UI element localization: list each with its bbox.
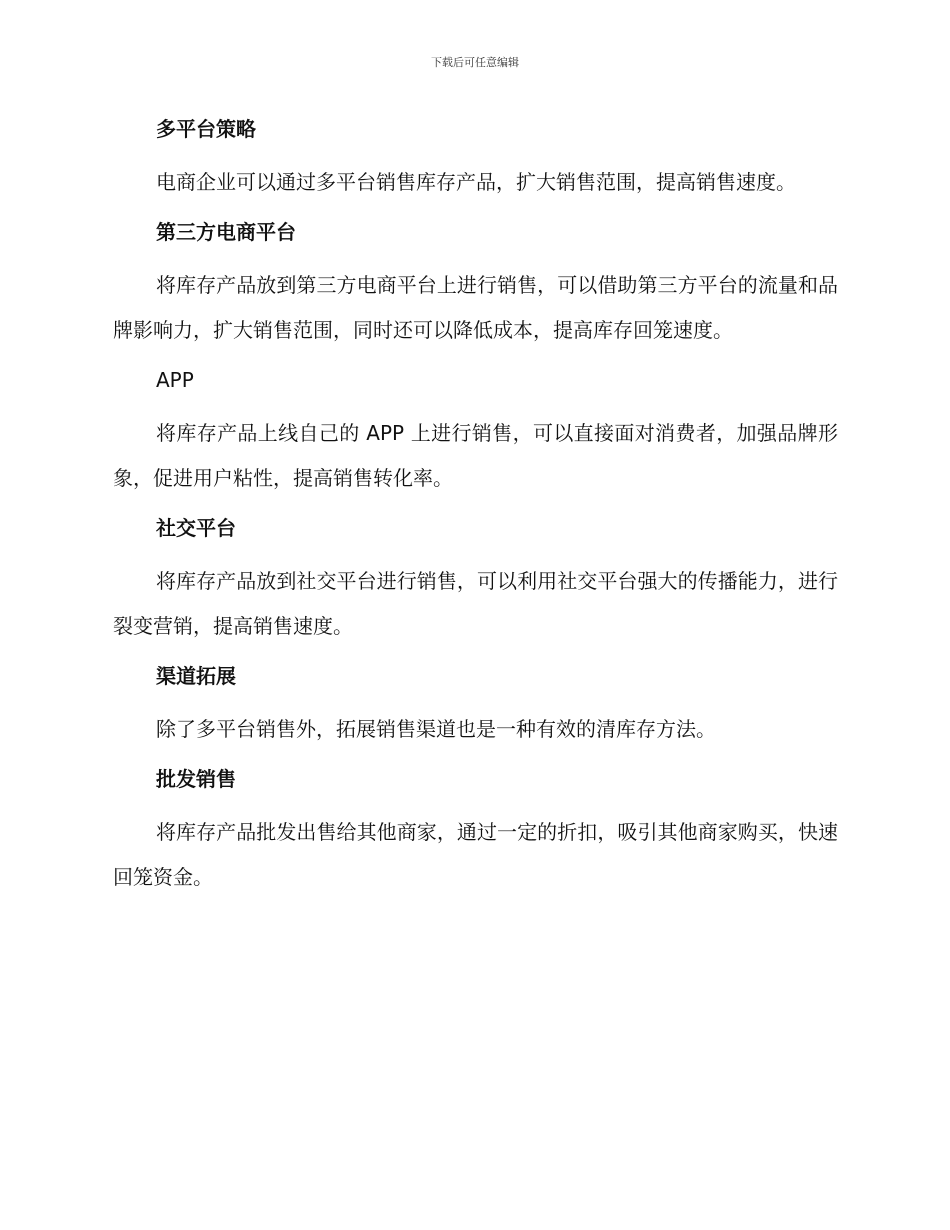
section-heading: 第三方电商平台 [156, 220, 296, 244]
section-paragraph: 将库存产品放到第三方电商平台上进行销售，可以借助第三方平台的流量和品牌影响力，扩大销售范围，同时还可以降低成本，提高库存回笼速度。 [113, 273, 838, 342]
page-header-note: 下载后可任意编辑 [431, 56, 519, 69]
section-heading: APP [156, 368, 194, 392]
section-paragraph: 将库存产品上线自己的 APP 上进行销售，可以直接面对消费者，加强品牌形象，促进用户粘性，提高销售转化率。 [113, 421, 838, 490]
section-paragraph: 电商企业可以通过多平台销售库存产品，扩大销售范围，提高销售速度。 [156, 170, 796, 194]
section-wholesale [113, 762, 838, 900]
section-heading: 社交平台 [156, 516, 236, 540]
section-channel-expansion [113, 659, 838, 752]
section-app [113, 363, 838, 501]
section-social [113, 511, 838, 649]
section-heading: 批发销售 [156, 767, 236, 791]
section-heading: 渠道拓展 [156, 664, 236, 688]
section-paragraph: 将库存产品批发出售给其他商家，通过一定的折扣，吸引其他商家购买，快速回笼资金。 [113, 820, 838, 889]
section-heading: 多平台策略 [156, 117, 256, 141]
section-paragraph: 除了多平台销售外，拓展销售渠道也是一种有效的清库存方法。 [156, 717, 716, 741]
section-third-party [113, 215, 838, 353]
section-paragraph: 将库存产品放到社交平台进行销售，可以利用社交平台强大的传播能力，进行裂变营销，提高销售速度。 [113, 569, 838, 638]
section-multi-platform [113, 112, 838, 205]
document-body [113, 112, 838, 900]
